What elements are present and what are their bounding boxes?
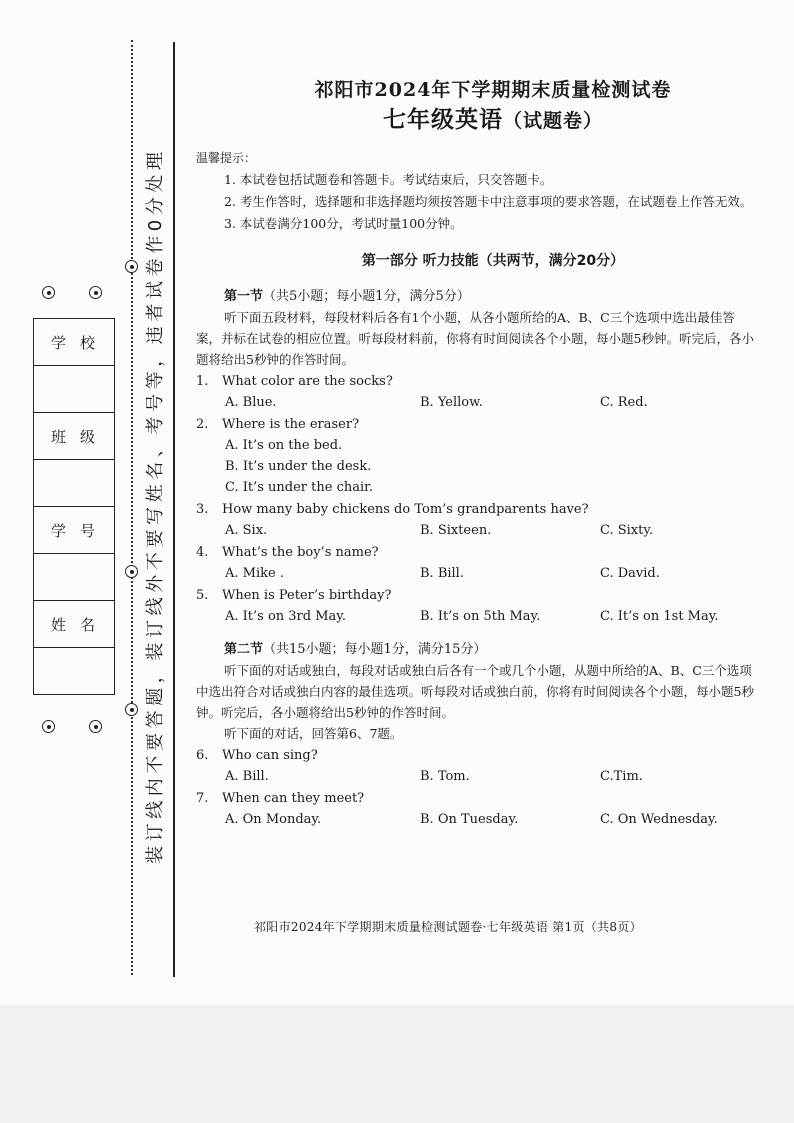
question-stem [196,414,756,435]
question-number: 5. [196,588,209,603]
page-footer: 祁阳市2024年下学期期末质量检测试题卷·七年级英语 第1页（共8页） [254,920,642,934]
field-name-blank[interactable] [34,648,114,694]
option-row [196,563,756,584]
tips-heading: 温馨提示： [196,151,257,165]
answer-option[interactable]: C. Red. [600,395,648,410]
answer-option[interactable]: C. On Wednesday. [600,812,718,827]
question-stem [196,788,756,809]
answer-option[interactable]: B. Sixteen. [420,523,492,538]
exam-content [196,80,756,830]
question-stem [196,585,756,606]
question-number: 3. [196,502,209,517]
tip-item: 3. 本试卷满分100分，考试时量100分钟。 [224,216,463,231]
question [196,371,756,413]
binding-hole-icon [42,286,55,299]
question-number: 4. [196,545,209,560]
binding-warning: 装订线内不要答题，装订线外不要写姓名、考号等，违者试卷作0分处理 [145,147,166,864]
question-number: 7. [196,791,209,806]
answer-option[interactable]: B. Bill. [420,566,464,581]
field-class-blank[interactable] [34,460,114,507]
question-text: Who can sing? [222,748,318,763]
option-row [196,766,756,787]
answer-option[interactable]: B. It’s under the desk. [225,459,372,474]
question [196,788,756,830]
question-text: When is Peter’s birthday? [222,588,392,603]
tip-item: 1. 本试卷包括试题卷和答题卡。考试结束后，只交答题卡。 [224,172,553,187]
field-school-blank[interactable] [34,366,114,413]
answer-option[interactable]: A. Mike . [225,566,284,581]
question [196,414,756,498]
question-list [196,745,756,830]
answer-option[interactable]: C. David. [600,566,660,581]
answer-option[interactable]: A. Six. [225,523,268,538]
binding-hole-icon [89,286,102,299]
binding-dotted-line [131,40,133,975]
binding-hole-icon [125,260,138,273]
answer-option[interactable]: A. It’s on 3rd May. [225,609,347,624]
field-student-id-blank[interactable] [34,554,114,601]
field-name-label: 姓名 [34,601,114,648]
dialog-note: 听下面的对话，回答第6、7题。 [224,726,403,741]
section-heading: 第一节（共5小题；每小题1分，满分5分） [224,289,470,304]
binding-hole-icon [42,720,55,733]
answer-option[interactable]: B. Yellow. [420,395,483,410]
answer-option[interactable]: A. Blue. [225,395,277,410]
section-heading: 第二节（共15小题；每小题1分，满分15分） [224,642,487,657]
answer-option[interactable]: A. It’s on the bed. [225,438,343,453]
question-number: 6. [196,748,209,763]
option-row [196,809,756,830]
field-class-label: 班级 [34,413,114,460]
question [196,542,756,584]
question-text: When can they meet? [222,791,365,806]
student-info-box [33,318,115,695]
question-stem [196,499,756,520]
question-stem [196,542,756,563]
question-number: 2. [196,417,209,432]
part-title: 第一部分 听力技能（共两节，满分20分） [361,253,625,269]
question [196,585,756,627]
answer-option[interactable]: A. On Monday. [225,812,322,827]
question-number: 1. [196,374,209,389]
section-instructions: 听下面五段材料，每段材料后各有1个小题，从各小题所给的A、B、C三个选项中选出最佳答案，并标在试卷的相应位置。听每段材料前，你将有时间阅读各个小题，每小题5秒钟。听完后，各小题将给出5秒钟的作答时间。 [196,310,754,367]
tip-item: 2. 考生作答时，选择题和非选择题均须按答题卡中注意事项的要求答题，在试题卷上作答无效。 [224,194,753,209]
option-row [196,606,756,627]
answer-option[interactable]: B. On Tuesday. [420,812,519,827]
option-row [196,392,756,413]
question-stem [196,371,756,392]
answer-option[interactable]: B. It’s on 5th May. [420,609,541,624]
field-student-id-label: 学号 [34,507,114,554]
field-school-label: 学校 [34,319,114,366]
binding-hole-icon [89,720,102,733]
question-text: Where is the eraser? [222,417,360,432]
page-bottom-band [0,1005,794,1123]
answer-option[interactable]: B. Tom. [420,769,470,784]
answer-option[interactable]: A. Bill. [225,769,269,784]
section-instructions: 听下面的对话或独白，每段对话或独白后各有一个或几个小题，从题中所给的A、B、C三个选项中选出符合对话或独白内容的最佳选项。听每段对话或独白前，你将有时间阅读各个小题，每小题5秒钟。听完后，各小题将给出5秒钟的作答时间。 [196,663,754,720]
binding-hole-icon [125,565,138,578]
exam-title: 祁阳市2024年下学期期末质量检测试卷 [314,79,672,101]
binding-hole-icon [125,703,138,716]
question-stem [196,745,756,766]
question-text: What’s the boy’s name? [222,545,379,560]
question-text: What color are the socks? [222,374,393,389]
answer-option[interactable]: C. It’s on 1st May. [600,609,719,624]
question [196,499,756,541]
answer-option[interactable]: C.Tim. [600,769,643,784]
question-text: How many baby chickens do Tom’s grandparents have? [222,502,589,517]
exam-subtitle: 七年级英语（试题卷） [382,106,603,133]
answer-option[interactable]: C. It’s under the chair. [225,480,374,495]
binding-solid-line [173,42,175,977]
answer-option[interactable]: C. Sixty. [600,523,654,538]
question [196,745,756,787]
question-list [196,371,756,627]
option-row [196,520,756,541]
